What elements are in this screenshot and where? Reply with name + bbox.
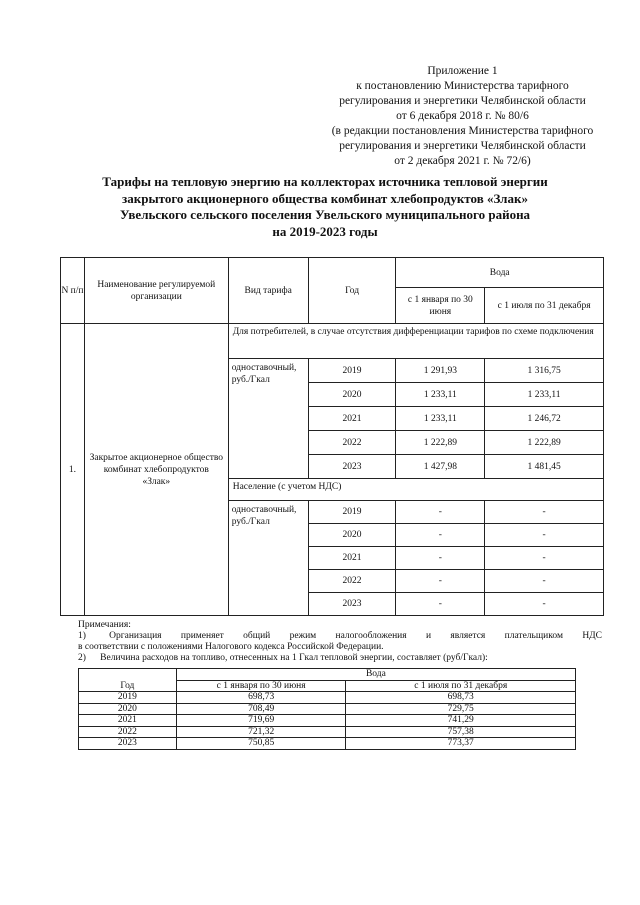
table-cell-year: 2020 bbox=[308, 383, 396, 407]
note-1-line-1: 1) Организация применяет общий режим налогообложения и является плательщиком НДС bbox=[78, 631, 602, 641]
table-cell-value: 1 316,75 bbox=[485, 359, 604, 383]
fuel-cell-value: 750,85 bbox=[176, 738, 346, 750]
table-cell-value: - bbox=[396, 524, 485, 547]
fuel-cell-year: 2022 bbox=[79, 726, 177, 738]
section-label: Для потребителей, в случае отсутствия дифференциации тарифов по схеме подключения bbox=[228, 324, 603, 359]
notes-block bbox=[78, 620, 602, 664]
fuel-cell-value: 741,29 bbox=[346, 715, 576, 727]
appendix-line: регулирования и энергетики Челябинской области bbox=[339, 95, 586, 107]
title-line: на 2019-2023 годы bbox=[272, 223, 378, 239]
fuel-header-period-2: с 1 июля по 31 декабря bbox=[346, 680, 576, 692]
header-num: N п/п bbox=[61, 258, 85, 324]
fuel-cell-year: 2019 bbox=[79, 692, 177, 704]
table-cell-value: 1 291,93 bbox=[396, 359, 485, 383]
section-label: Население (с учетом НДС) bbox=[228, 479, 603, 501]
title-line: Тарифы на тепловую энергию на коллекторах источника тепловой энергии bbox=[102, 174, 548, 189]
table-cell-value: 1 233,11 bbox=[396, 383, 485, 407]
fuel-cell-value: 721,32 bbox=[176, 726, 346, 738]
appendix-block bbox=[300, 64, 625, 169]
table-cell-value: 1 481,45 bbox=[485, 455, 604, 479]
header-year: Год bbox=[308, 258, 396, 324]
table-cell-value: - bbox=[396, 593, 485, 616]
note-1-line-2: в соответствии с положениями Налогового кодекса Российской Федерации. bbox=[78, 642, 384, 652]
fuel-cell-value: 719,69 bbox=[176, 715, 346, 727]
header-period-2: с 1 июля по 31 декабря bbox=[485, 288, 604, 324]
row-number: 1. bbox=[61, 324, 85, 616]
header-tariff: Вид тарифа bbox=[228, 258, 308, 324]
title-line: Увельского сельского поселения Увельского муниципального района bbox=[119, 207, 531, 222]
fuel-cell-value: 708,49 bbox=[176, 703, 346, 715]
notes-heading: Примечания: bbox=[78, 620, 131, 630]
table-cell-value: 1 427,98 bbox=[396, 455, 485, 479]
table-cell-value: - bbox=[485, 547, 604, 570]
table-cell-year: 2023 bbox=[308, 593, 396, 616]
fuel-cell-value: 773,37 bbox=[346, 738, 576, 750]
table-cell-value: - bbox=[485, 501, 604, 524]
table-cell-year: 2020 bbox=[308, 524, 396, 547]
fuel-cost-table bbox=[78, 668, 576, 750]
table-cell-year: 2022 bbox=[308, 570, 396, 593]
table-cell-value: - bbox=[396, 547, 485, 570]
fuel-cell-value: 757,38 bbox=[346, 726, 576, 738]
tariff-type: одноставочный, руб./Гкал bbox=[228, 501, 308, 616]
appendix-line: Приложение 1 bbox=[427, 65, 498, 77]
organization-name: Закрытое акционерное общество комбинат хлебопродуктов «Злак» bbox=[84, 324, 228, 616]
table-cell-value: 1 233,11 bbox=[485, 383, 604, 407]
appendix-line: от 6 декабря 2018 г. № 80/6 bbox=[396, 110, 529, 122]
fuel-header-year: Год bbox=[79, 680, 177, 692]
table-cell-year: 2019 bbox=[308, 359, 396, 383]
note-2: 2) Величина расходов на топливо, отнесенных на 1 Гкал тепловой энергии, составляет (руб/Гкал): bbox=[78, 653, 488, 663]
table-cell-value: 1 222,89 bbox=[485, 431, 604, 455]
table-cell-value: 1 233,11 bbox=[396, 407, 485, 431]
table-cell-value: 1 246,72 bbox=[485, 407, 604, 431]
fuel-cell-year: 2023 bbox=[79, 738, 177, 750]
tariff-type: одноставочный, руб./Гкал bbox=[228, 359, 308, 479]
table-cell-year: 2022 bbox=[308, 431, 396, 455]
table-cell-value: 1 222,89 bbox=[396, 431, 485, 455]
table-cell-value: - bbox=[396, 501, 485, 524]
fuel-header-water: Вода bbox=[176, 669, 575, 681]
header-org: Наименование регулируемой организации bbox=[84, 258, 228, 324]
appendix-line: от 2 декабря 2021 г. № 72/6) bbox=[394, 155, 531, 167]
fuel-cell-value: 698,73 bbox=[176, 692, 346, 704]
fuel-cell-year: 2020 bbox=[79, 703, 177, 715]
table-cell-value: - bbox=[396, 570, 485, 593]
header-period-1: с 1 января по 30 июня bbox=[396, 288, 485, 324]
fuel-cell-value: 698,73 bbox=[346, 692, 576, 704]
appendix-line: (в редакции постановления Министерства тарифного bbox=[331, 125, 594, 137]
appendix-line: регулирования и энергетики Челябинской области bbox=[339, 140, 586, 152]
table-cell-value: - bbox=[485, 593, 604, 616]
table-cell-year: 2023 bbox=[308, 455, 396, 479]
title-line: закрытого акционерного общества комбинат хлебопродуктов «Злак» bbox=[122, 190, 528, 206]
appendix-line: к постановлению Министерства тарифного bbox=[356, 80, 569, 92]
fuel-cell-value: 729,75 bbox=[346, 703, 576, 715]
table-cell-value: - bbox=[485, 570, 604, 593]
table-cell-value: - bbox=[485, 524, 604, 547]
table-cell-year: 2021 bbox=[308, 547, 396, 570]
document-title bbox=[60, 174, 590, 240]
table-cell-year: 2019 bbox=[308, 501, 396, 524]
tariff-table bbox=[60, 257, 604, 616]
header-water: Вода bbox=[396, 258, 604, 288]
table-cell-year: 2021 bbox=[308, 407, 396, 431]
fuel-cell-year: 2021 bbox=[79, 715, 177, 727]
fuel-header-blank bbox=[79, 669, 177, 681]
fuel-header-period-1: с 1 января по 30 июня bbox=[176, 680, 346, 692]
